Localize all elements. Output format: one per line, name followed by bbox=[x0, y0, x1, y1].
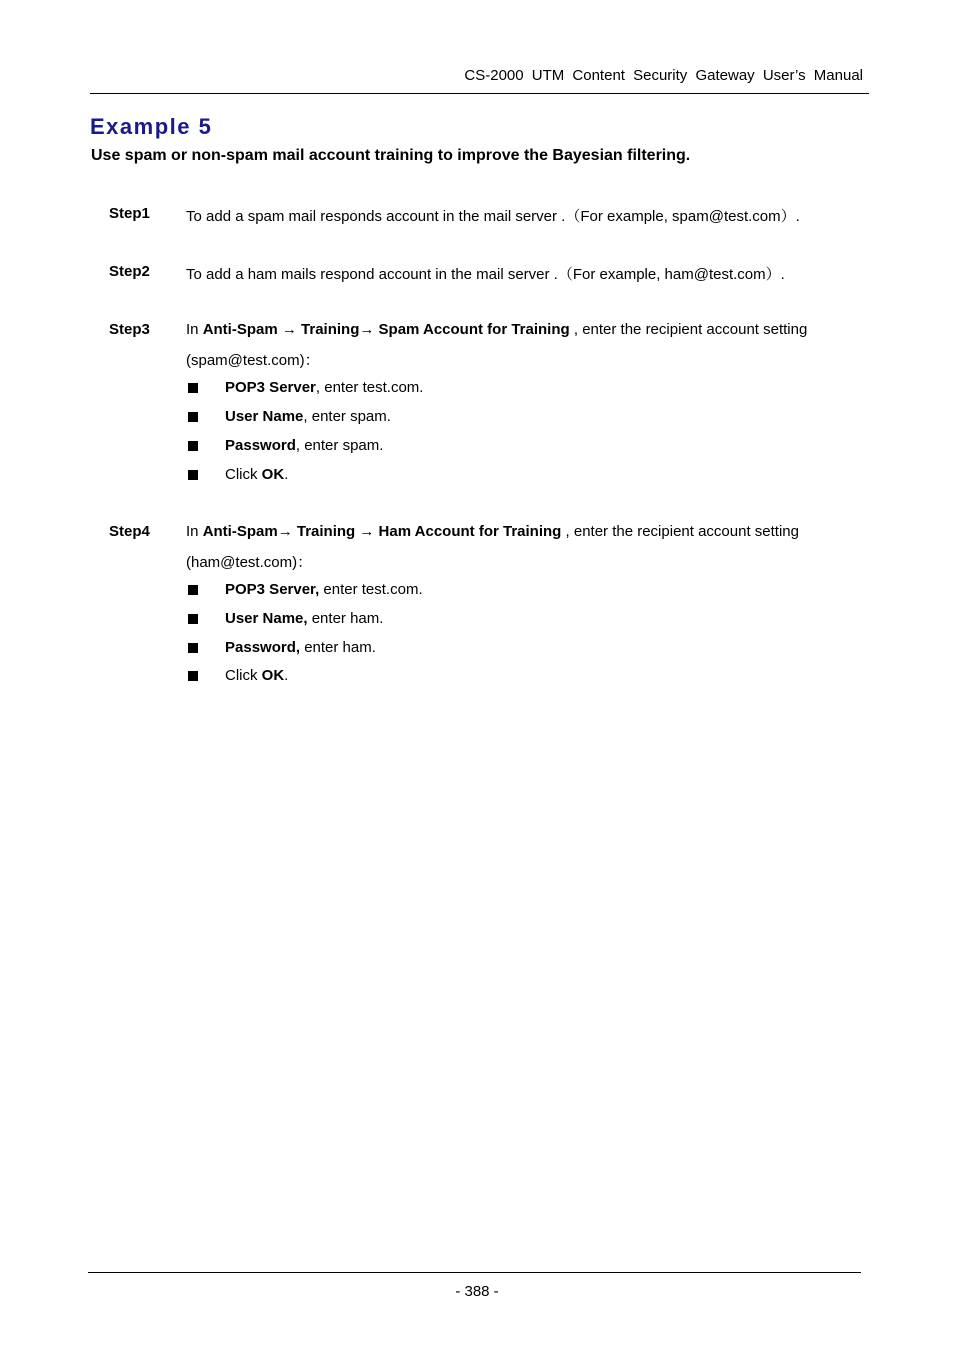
footer-rule bbox=[88, 1272, 861, 1273]
step4-in-word: In bbox=[186, 523, 199, 540]
step3-label: Step3 bbox=[109, 321, 150, 338]
step1-label: Step1 bbox=[109, 205, 150, 222]
step3-bullet-click-ok: Click OK. bbox=[225, 466, 289, 483]
step4-arrow-1: → bbox=[277, 523, 297, 540]
step4-arrow-2: → bbox=[355, 523, 379, 540]
bullet-square-icon bbox=[188, 470, 198, 480]
step4-menu-path-1: Anti-Spam bbox=[202, 523, 278, 540]
step2-text: To add a ham mails respond account in the mail server .（For example, ham@test.com）. bbox=[186, 266, 785, 283]
bullet-square-icon bbox=[188, 671, 198, 681]
step3-bullet-username: User Name, enter spam. bbox=[225, 408, 391, 425]
step3-tail: , enter the recipient account setting bbox=[569, 321, 808, 338]
step4-bullet-pop3: POP3 Server, enter test.com. bbox=[225, 581, 423, 598]
step4-menu-path-3: Ham Account for Training bbox=[378, 523, 562, 540]
step3-bullet-password: Password, enter spam. bbox=[225, 437, 384, 454]
example-title: Example 5 bbox=[90, 114, 213, 139]
step4-bullet-password: Password, enter ham. bbox=[225, 639, 376, 656]
step3-menu-path-2: Training bbox=[301, 321, 360, 338]
step4-bullet-click-ok: Click OK. bbox=[225, 667, 289, 684]
header-rule bbox=[90, 93, 869, 94]
bullet-square-icon bbox=[188, 614, 198, 624]
step1-text: To add a spam mail responds account in the mail server .（For example, spam@test.com）. bbox=[186, 208, 800, 225]
step3-menu-path-3: Spam Account for Training bbox=[378, 321, 570, 338]
bullet-square-icon bbox=[188, 585, 198, 595]
step3-bullet-pop3: POP3 Server, enter test.com. bbox=[225, 379, 424, 396]
step4-label: Step4 bbox=[109, 523, 150, 540]
step2-label: Step2 bbox=[109, 263, 150, 280]
manual-header-title: CS-2000 UTM Content Security Gateway User’s Manual bbox=[464, 67, 863, 84]
bullet-square-icon bbox=[188, 383, 198, 393]
step4-account-line: (ham@test.com)： bbox=[186, 554, 313, 571]
bullet-square-icon bbox=[188, 441, 198, 451]
step3-instruction bbox=[186, 321, 807, 338]
step4-instruction bbox=[186, 523, 799, 540]
example-subtitle: Use spam or non-spam mail account training to improve the Bayesian filtering. bbox=[91, 147, 691, 164]
step4-menu-path-2: Training bbox=[296, 523, 356, 540]
step3-arrow-2: → bbox=[359, 321, 379, 338]
step4-bullet-username: User Name, enter ham. bbox=[225, 610, 384, 627]
page-number: - 388 - bbox=[455, 1283, 499, 1300]
step3-menu-path-1: Anti-Spam bbox=[202, 321, 278, 338]
step3-account-line: (spam@test.com)： bbox=[186, 352, 320, 369]
step4-tail: , enter the recipient account setting bbox=[561, 523, 799, 540]
bullet-square-icon bbox=[188, 412, 198, 422]
step3-in-word: In bbox=[186, 321, 199, 338]
bullet-square-icon bbox=[188, 643, 198, 653]
step3-arrow-1: → bbox=[277, 321, 302, 338]
